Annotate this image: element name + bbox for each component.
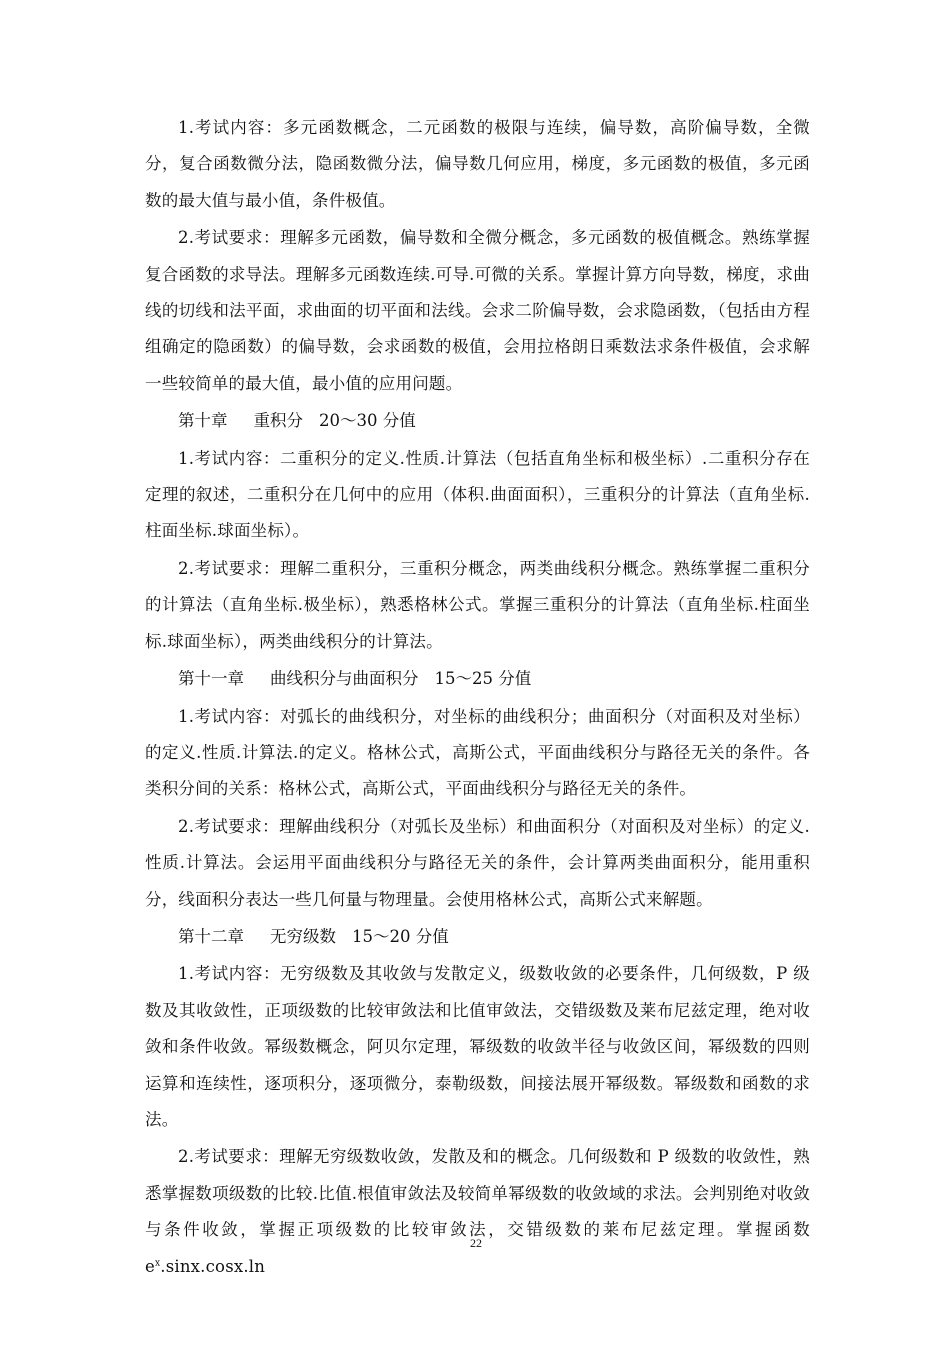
requirements-text: 2.考试要求：理解无穷级数收敛，发散及和的概念。几何级数和 P 级数的收敛性，熟悉掌握数项级数的比较.比值.根值审敛法及较简单幂级数的收敛域的求法。会判别绝对收敛与条件收敛，掌握正项级数的比较审敛法，交错级数的莱布尼兹定理。掌握函数 e [145,1147,810,1276]
requirements-text-tail: .sinx.cosx.ln [160,1256,266,1276]
paragraph-exam-content-line-surface-integral: 1.考试内容：对弧长的曲线积分，对坐标的曲线积分；曲面积分（对面积及对坐标）的定义.性质.计算法.的定义。格林公式，高斯公式，平面曲线积分与路径无关的条件。各类积分间的关系：格林公式，高斯公式，平面曲线积分与路径无关的条件。 [145,706,810,799]
chapter-score: 20～30 分值 [319,411,416,431]
chapter-score: 15～25 分值 [434,669,532,689]
paragraph-exam-requirements-multivariable: 2.考试要求：理解多元函数，偏导数和全微分概念，多元函数的极值概念。熟练掌握复合函数的求导法。理解多元函数连续.可导.可微的关系。掌握计算方向导数，梯度，求曲线的切线和法平面，求曲面的切平面和法线。会求二阶偏导数，会求隐函数，（包括由方程组确定的隐函数）的偏导数，会求函数的极值，会用拉格朗日乘数法求条件极值，会求解一些较简单的最大值，最小值的应用问题。 [145,228,810,393]
chapter-score: 15～20 分值 [352,926,449,946]
chapter-topic: 无穷级数 [270,926,336,946]
chapter-number: 第十一章 [178,669,244,689]
chapter-heading-11 [145,661,810,697]
page-number: 22 [470,1236,482,1250]
chapter-number: 第十二章 [178,926,244,946]
paragraph-exam-requirements-infinite-series [145,1139,810,1285]
exponent-x: x [154,1258,161,1269]
paragraph-exam-content-infinite-series: 1.考试内容：无穷级数及其收敛与发散定义，级数收敛的必要条件，几何级数，P 级数及其收敛性，正项级数的比较审敛法和比值审敛法，交错级数及莱布尼兹定理，绝对收敛和条件收敛。幂级数概念，阿贝尔定理，幂级数的收敛半径与收敛区间，幂级数的四则运算和连续性，逐项积分，逐项微分，泰勒级数，间接法展开幂级数。幂级数和函数的求法。 [145,964,810,1129]
chapter-heading-12 [145,919,810,955]
chapter-topic: 曲线积分与曲面积分 [270,669,419,689]
paragraph-exam-content-multiple-integral: 1.考试内容：二重积分的定义.性质.计算法（包括直角坐标和极坐标）.二重积分存在定理的叙述，二重积分在几何中的应用（体积.曲面面积），三重积分的计算法（直角坐标.柱面坐标.球面坐标）。 [145,448,810,541]
paragraph-exam-content-multivariable: 1.考试内容：多元函数概念，二元函数的极限与连续，偏导数，高阶偏导数，全微分，复合函数微分法，隐函数微分法，偏导数几何应用，梯度，多元函数的极值，多元函数的最大值与最小值，条件极值。 [145,118,810,210]
chapter-number: 第十章 [178,411,228,431]
document-page [145,110,810,1286]
paragraph-exam-requirements-multiple-integral: 2.考试要求：理解二重积分，三重积分概念，两类曲线积分概念。熟练掌握二重积分的计算法（直角坐标.极坐标），熟悉格林公式。掌握三重积分的计算法（直角坐标.柱面坐标.球面坐标），两类曲线积分的计算法。 [145,558,810,651]
chapter-topic: 重积分 [253,411,303,431]
chapter-heading-10 [145,403,810,439]
paragraph-exam-requirements-line-surface-integral: 2.考试要求：理解曲线积分（对弧长及坐标）和曲面积分（对面积及对坐标）的定义.性质.计算法。会运用平面曲线积分与路径无关的条件，会计算两类曲面积分，能用重积分，线面积分表达一些几何量与物理量。会使用格林公式，高斯公式来解题。 [145,816,810,909]
